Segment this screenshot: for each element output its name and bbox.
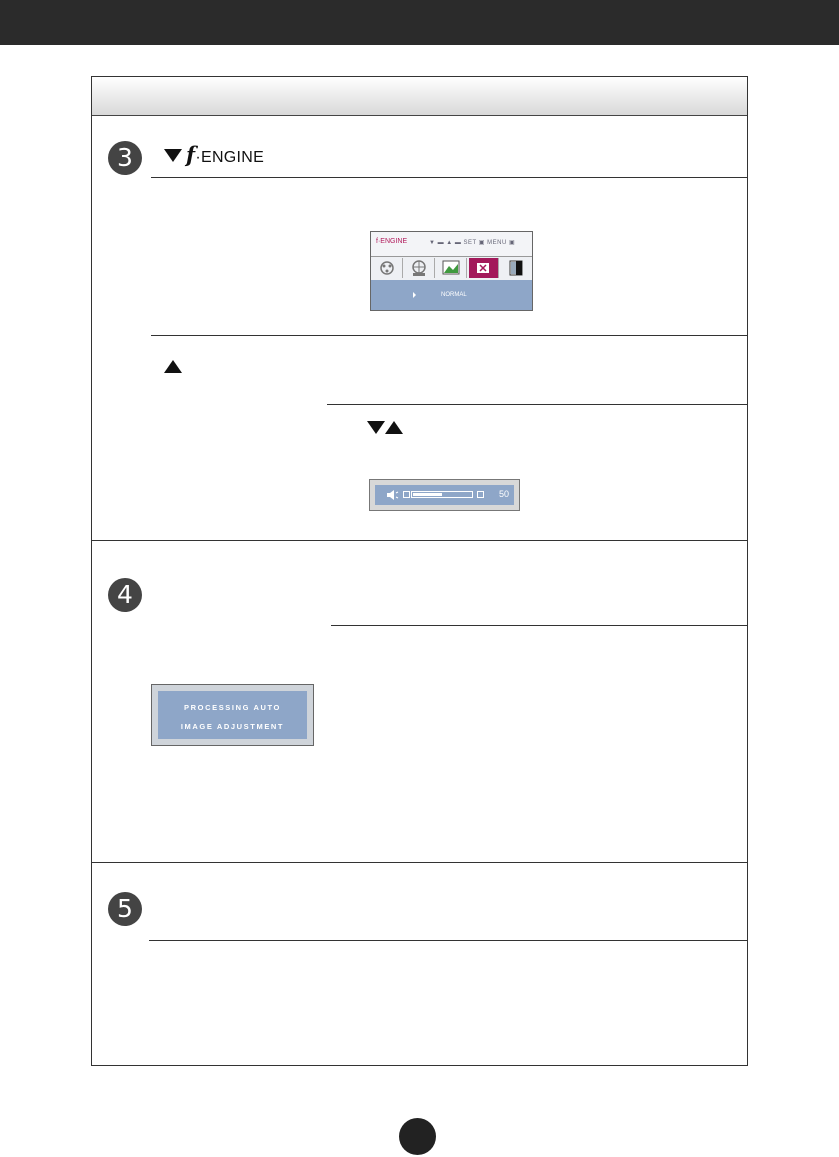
volume-bar-panel	[375, 485, 514, 505]
picture-mode-icon[interactable]	[437, 258, 467, 278]
step-number-4: 4	[108, 578, 142, 612]
step-number-5: 5	[108, 892, 142, 926]
volume-slider[interactable]	[411, 491, 473, 498]
divider	[327, 404, 748, 405]
auto-line-1: PROCESSING AUTO	[184, 703, 281, 712]
fengine-f-glyph: f	[186, 142, 196, 167]
page-number-badge	[399, 1118, 436, 1155]
osd-mode-bar	[371, 280, 532, 310]
user-mode-icon[interactable]	[501, 258, 531, 278]
volume-value: 50	[499, 489, 510, 499]
section-divider	[91, 540, 748, 541]
speaker-icon	[386, 489, 400, 501]
volume-osd	[369, 479, 520, 511]
auto-line-2: IMAGE ADJUSTMENT	[180, 722, 285, 731]
frame-header	[92, 77, 747, 116]
auto-processing-osd	[151, 684, 314, 746]
normal-mode-icon[interactable]	[469, 258, 499, 278]
minus-icon[interactable]	[403, 491, 410, 498]
down-arrow-icon	[367, 421, 385, 434]
down-arrow-icon	[164, 149, 182, 162]
step-number-3: 3	[108, 141, 142, 175]
movie-mode-icon[interactable]	[373, 258, 403, 278]
volume-fill	[413, 493, 442, 496]
up-arrow-icon	[385, 421, 403, 434]
plus-icon[interactable]	[477, 491, 484, 498]
header-bar	[0, 0, 839, 45]
content-frame	[91, 76, 748, 1066]
divider	[331, 625, 748, 626]
internet-mode-icon[interactable]	[405, 258, 435, 278]
osd-selected-mode: NORMAL	[441, 292, 467, 298]
osd-logo: f·ENGINE	[376, 238, 408, 245]
fengine-osd-menu	[370, 231, 533, 311]
divider	[149, 940, 748, 941]
fengine-title	[186, 142, 264, 167]
section-divider	[91, 862, 748, 863]
osd-top-bar	[371, 232, 532, 257]
divider	[151, 177, 748, 178]
up-arrow-icon	[164, 360, 182, 373]
divider	[151, 335, 748, 336]
auto-processing-panel	[158, 691, 307, 739]
play-arrow-icon	[413, 292, 416, 298]
osd-controls: ▼ ▬ ▲ ▬ SET ▣ MENU ▣	[429, 240, 516, 246]
fengine-label: ·ENGINE	[195, 149, 265, 166]
